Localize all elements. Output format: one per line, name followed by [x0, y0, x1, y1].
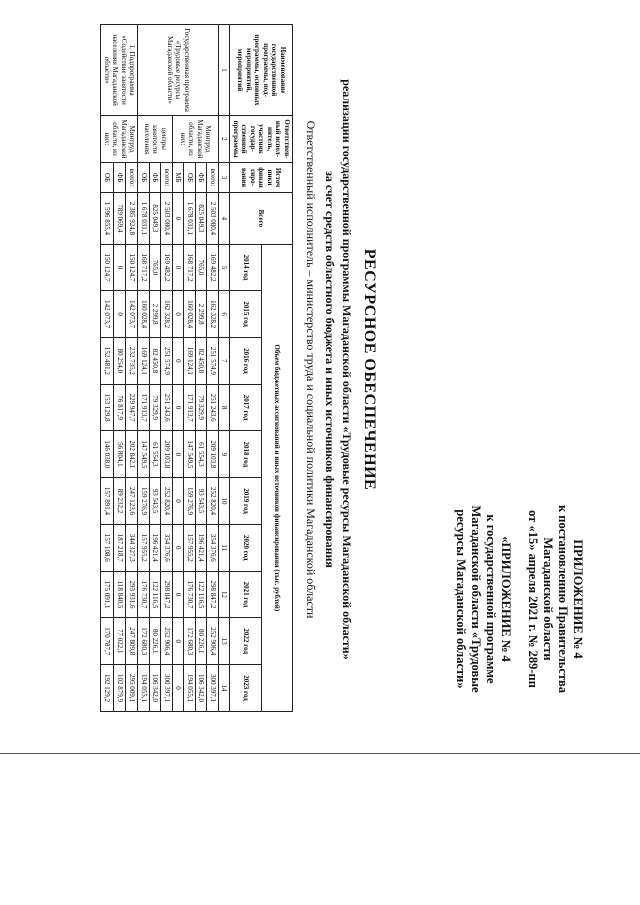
year-value-cell: 142 073,7: [126, 291, 138, 338]
column-numbers-row: [219, 25, 231, 712]
column-number: 4: [219, 193, 231, 244]
year-value-cell: 172 680,3: [138, 618, 150, 665]
year-value-cell: 209 103,8: [207, 431, 219, 478]
year-value-cell: 252 906,4: [207, 618, 219, 665]
col-header-volume: Объем бюджетных ассигнований и иных источников финансирования (тыс. рублей): [261, 244, 292, 711]
year-value-cell: 354 376,6: [207, 524, 219, 571]
year-value-cell: 122 116,5: [196, 571, 208, 618]
col-header-year: 2022 год: [230, 618, 261, 665]
year-value-cell: 169 482,2: [207, 244, 219, 291]
year-value-cell: 2 299,8: [150, 291, 162, 338]
source-cell: ОБ: [138, 162, 150, 192]
column-number: 1: [219, 25, 231, 116]
year-value-cell: 169 124,1: [138, 338, 150, 385]
year-value-cell: 171 913,7: [184, 384, 196, 431]
year-value-cell: 56 804,1: [113, 431, 125, 478]
doc-subtitle-1: реализации государственной программы Магаданской области «Трудовые ресурсы Магаданской области»: [340, 79, 354, 660]
header-line: к постановлению Правительства: [556, 504, 570, 694]
col-header-year: 2016 год: [230, 338, 261, 385]
year-value-cell: 0: [173, 478, 185, 525]
source-cell: ОБ: [184, 162, 196, 192]
executor-cell: Минтруд Магаданской области, из них:: [101, 116, 138, 163]
year-value-cell: 0: [173, 665, 185, 712]
total-cell: 1 678 031,1: [138, 193, 150, 244]
source-cell: ФБ: [113, 162, 125, 192]
header-line: от «15» апреля 2021 г. № 289-пп: [526, 510, 540, 688]
col-header-year: 2019 год: [230, 478, 261, 525]
year-value-cell: 298 847,2: [207, 571, 219, 618]
year-value-cell: 0: [173, 524, 185, 571]
year-value-cell: 187 218,7: [113, 524, 125, 571]
column-number: 8: [219, 384, 231, 431]
year-value-cell: 150 124,7: [126, 244, 138, 291]
year-value-cell: 300 397,1: [161, 665, 173, 712]
year-value-cell: 0: [173, 431, 185, 478]
year-value-cell: 147 549,5: [184, 431, 196, 478]
column-number: 14: [219, 665, 231, 712]
page-divider-line: [0, 753, 640, 754]
year-value-cell: 0: [113, 291, 125, 338]
year-value-cell: 152 481,2: [101, 338, 113, 385]
year-value-cell: 252 820,4: [207, 478, 219, 525]
col-header-source: Источ ники финан сиро-вания: [230, 162, 293, 192]
column-number: 12: [219, 571, 231, 618]
year-value-cell: 247 123,6: [126, 478, 138, 525]
year-value-cell: 79 329,9: [150, 384, 162, 431]
total-cell: 825 049,3: [196, 193, 208, 244]
year-value-cell: 122 116,5: [150, 571, 162, 618]
column-number: 7: [219, 338, 231, 385]
year-value-cell: 159 276,9: [138, 478, 150, 525]
year-value-cell: 160 028,4: [184, 291, 196, 338]
year-value-cell: 106 342,0: [196, 665, 208, 712]
year-value-cell: 295 009,1: [126, 665, 138, 712]
year-value-cell: 192 129,2: [101, 665, 113, 712]
year-value-cell: 251 243,6: [207, 384, 219, 431]
year-value-cell: 0: [173, 571, 185, 618]
executor-cell: центры занятости населения: [138, 116, 173, 163]
year-value-cell: 232 735,2: [126, 338, 138, 385]
year-value-cell: 80 254,0: [113, 338, 125, 385]
year-value-cell: 93 543,5: [150, 478, 162, 525]
year-value-cell: 251 574,9: [207, 338, 219, 385]
year-value-cell: 196 421,4: [150, 524, 162, 571]
year-value-cell: 77 022,1: [113, 618, 125, 665]
doc-subtitle-2: за счет средств областного бюджета и иных источников финансирования: [323, 171, 337, 568]
year-value-cell: 159 276,9: [184, 478, 196, 525]
col-header-name: Наименование государственной программы, под-программы, основных мероприятий, мероприятий: [230, 25, 293, 116]
total-cell: 2 503 080,4: [161, 193, 173, 244]
year-value-cell: 202 842,1: [126, 431, 138, 478]
year-value-cell: 153 129,8: [101, 384, 113, 431]
year-value-cell: 229 947,7: [126, 384, 138, 431]
year-value-cell: 157 955,2: [138, 524, 150, 571]
year-value-cell: 171 913,7: [138, 384, 150, 431]
col-header-year: 2021 год: [230, 571, 261, 618]
year-value-cell: 194 055,1: [184, 665, 196, 712]
year-value-cell: 176 730,7: [184, 571, 196, 618]
year-value-cell: 169 124,1: [184, 338, 196, 385]
header-row: [261, 25, 292, 712]
year-value-cell: 82 450,8: [150, 338, 162, 385]
year-value-cell: 354 376,6: [161, 524, 173, 571]
year-value-cell: 157 955,2: [184, 524, 196, 571]
year-value-cell: 344 327,3: [126, 524, 138, 571]
year-value-cell: 765,0: [196, 244, 208, 291]
column-number: 9: [219, 431, 231, 478]
year-value-cell: 80 226,1: [150, 618, 162, 665]
year-value-cell: 765,0: [150, 244, 162, 291]
header-line: ресурсы Магаданской области»: [454, 509, 468, 689]
title-block: [303, 12, 378, 727]
col-header-year: 2020 год: [230, 524, 261, 571]
source-cell: всего:: [126, 162, 138, 192]
total-cell: 0: [173, 193, 185, 244]
column-number: 11: [219, 524, 231, 571]
source-cell: всего:: [161, 162, 173, 192]
column-number: 10: [219, 478, 231, 525]
column-number: 3: [219, 162, 231, 192]
header-line: Магаданской области «Трудовые: [469, 505, 483, 693]
resource-table: [101, 24, 294, 712]
year-value-cell: 0: [173, 338, 185, 385]
year-value-cell: 157 108,6: [101, 524, 113, 571]
year-value-cell: 142 073,7: [101, 291, 113, 338]
col-header-total: Всего: [230, 193, 293, 244]
year-value-cell: 61 554,3: [196, 431, 208, 478]
year-value-cell: 0: [113, 244, 125, 291]
total-cell: 1 596 855,4: [101, 193, 113, 244]
col-header-year: 2015 год: [230, 291, 261, 338]
year-value-cell: 252 906,4: [161, 618, 173, 665]
rotated-content: [38, 12, 593, 727]
year-value-cell: 162 328,2: [207, 291, 219, 338]
year-value-cell: 162 328,2: [161, 291, 173, 338]
table-row: [126, 25, 138, 712]
year-value-cell: 106 342,0: [150, 665, 162, 712]
year-value-cell: 168 717,2: [184, 244, 196, 291]
column-number: 2: [219, 116, 231, 163]
header-line: ПРИЛОЖЕНИЕ № 4: [571, 539, 585, 659]
year-value-cell: 102 879,9: [113, 665, 125, 712]
header-line: «ПРИЛОЖЕНИЕ № 4: [499, 536, 513, 662]
year-value-cell: 0: [173, 244, 185, 291]
year-value-cell: 93 543,5: [196, 478, 208, 525]
year-value-cell: 147 549,5: [138, 431, 150, 478]
total-cell: 2 385 924,8: [126, 193, 138, 244]
program-name-cell: Государственная программа «Трудовые ресурсы Магаданской области»: [138, 25, 219, 116]
source-cell: ФБ: [196, 162, 208, 192]
column-number: 13: [219, 618, 231, 665]
year-value-cell: 293 931,6: [126, 571, 138, 618]
year-value-cell: 251 243,6: [161, 384, 173, 431]
year-value-cell: 168 717,2: [138, 244, 150, 291]
executor-cell: Минтруд Магаданской области, из них:: [173, 116, 219, 163]
col-header-year: 2023 год: [230, 665, 261, 712]
source-cell: всего:: [207, 162, 219, 192]
source-cell: ФБ: [150, 162, 162, 192]
col-header-executor: Ответствен-ный испол-нитель, участник государ-ственной программы: [230, 116, 293, 163]
year-value-cell: 146 038,0: [101, 431, 113, 478]
year-value-cell: 61 554,3: [150, 431, 162, 478]
year-value-cell: 300 397,1: [207, 665, 219, 712]
source-cell: МБ: [173, 162, 185, 192]
year-value-cell: 252 820,4: [161, 478, 173, 525]
doc-title: РЕСУРСНОЕ ОБЕСПЕЧЕНИЕ: [361, 248, 378, 491]
year-value-cell: 176 730,7: [138, 571, 150, 618]
total-cell: 789 069,4: [113, 193, 125, 244]
year-value-cell: 298 847,2: [161, 571, 173, 618]
year-value-cell: 0: [173, 291, 185, 338]
year-value-cell: 150 124,7: [101, 244, 113, 291]
year-value-cell: 89 232,2: [113, 478, 125, 525]
year-value-cell: 80 226,1: [196, 618, 208, 665]
col-header-year: 2018 год: [230, 431, 261, 478]
table-row: [207, 25, 219, 712]
year-value-cell: 76 817,9: [113, 384, 125, 431]
year-value-cell: 247 809,8: [126, 618, 138, 665]
year-value-cell: 194 055,1: [138, 665, 150, 712]
total-cell: 825 049,3: [150, 193, 162, 244]
year-value-cell: 2 299,8: [196, 291, 208, 338]
year-value-cell: 196 421,4: [196, 524, 208, 571]
program-name-cell: 1. Подпрограмма «Содействие занятости населения Магаданской области»: [101, 25, 138, 116]
header-line: к государственной программе: [484, 514, 498, 684]
column-number: 5: [219, 244, 231, 291]
source-cell: ОБ: [101, 162, 113, 192]
year-value-cell: 160 028,4: [138, 291, 150, 338]
year-value-cell: 0: [173, 618, 185, 665]
year-value-cell: 79 329,9: [196, 384, 208, 431]
column-number: 6: [219, 291, 231, 338]
appendix-header: [453, 499, 585, 699]
year-value-cell: 172 680,3: [184, 618, 196, 665]
year-value-cell: 82 450,8: [196, 338, 208, 385]
year-value-cell: 170 787,7: [101, 618, 113, 665]
year-value-cell: 157 891,4: [101, 478, 113, 525]
responsible-executor: Ответственный исполнитель – министерство труда и социальной политики Магаданской области: [304, 120, 318, 619]
col-header-year: 2014 год: [230, 244, 261, 291]
year-value-cell: 209 103,8: [161, 431, 173, 478]
total-cell: 1 678 031,1: [184, 193, 196, 244]
year-value-cell: 169 482,2: [161, 244, 173, 291]
year-value-cell: 118 840,5: [113, 571, 125, 618]
table-row: [161, 25, 173, 712]
header-line: Магаданской области: [541, 537, 555, 661]
year-value-cell: 0: [173, 384, 185, 431]
total-cell: 2 503 080,4: [207, 193, 219, 244]
col-header-year: 2017 год: [230, 384, 261, 431]
year-value-cell: 175 091,1: [101, 571, 113, 618]
year-value-cell: 251 574,9: [161, 338, 173, 385]
